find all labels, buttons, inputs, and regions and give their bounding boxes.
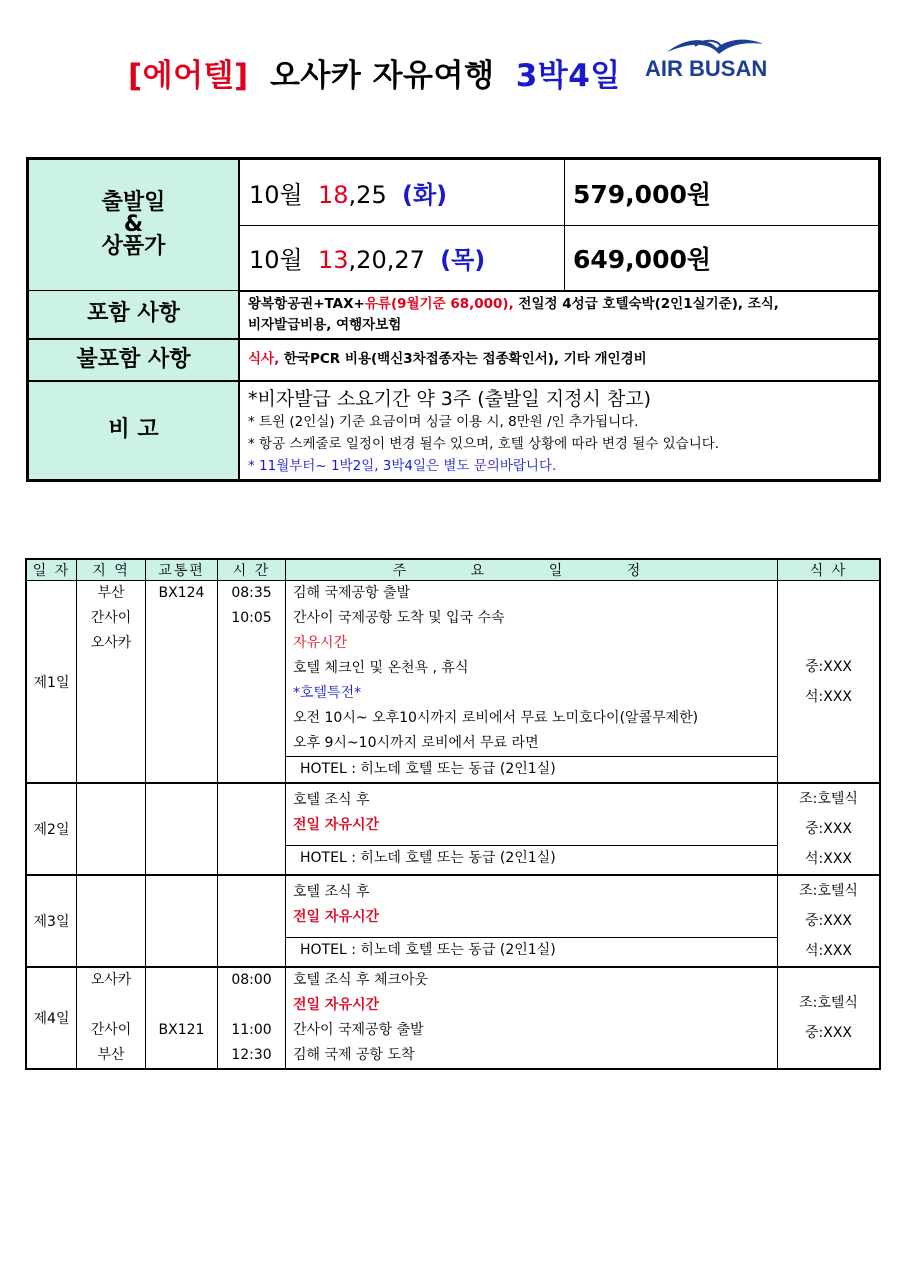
region: [77, 993, 145, 1018]
title-main: 오사카 자유여행: [269, 58, 495, 94]
time: 08:00: [231, 972, 272, 988]
table-row: [26, 581, 880, 784]
time-cell: [218, 783, 286, 875]
meal: 중:XXX: [804, 1025, 852, 1041]
hotel-info: HOTEL : 히노데 호텔 또는 동급 (2인1실): [286, 845, 777, 871]
transport-cell: [146, 581, 218, 784]
month: 10월: [249, 181, 303, 209]
day-label: 제1일: [26, 581, 77, 784]
region: 간사이: [90, 1022, 132, 1038]
title-prefix: [에어텔]: [128, 58, 249, 94]
day-label: 제2일: [26, 783, 77, 875]
region: 부산: [97, 1047, 125, 1063]
departure-price-head: [28, 159, 240, 291]
remarks-main: *비자발급 소요기간 약 3주 (출발일 지정시 참고): [248, 387, 652, 410]
schedule-item: 호텔 조식 후: [293, 884, 370, 900]
schedule-item: 호텔 체크인 및 온천욕 , 휴식: [293, 660, 469, 676]
schedule-item: 김해 국제공항 출발: [293, 585, 411, 601]
remarks-line-blue: * 11월부터~ 1박2일, 3박4일은 별도 문의바랍니다.: [248, 457, 557, 474]
included-fuel: 유류(9월기준 68,000),: [364, 295, 514, 312]
day-label: 제3일: [26, 875, 77, 967]
days-rest: ,20,27: [348, 246, 425, 275]
schedule-item: 전일 자유시간: [293, 817, 380, 833]
head-line: &: [123, 212, 144, 237]
region: 간사이: [90, 610, 132, 626]
included-part: 왕복항공권+TAX+: [248, 295, 365, 312]
time-cell: [218, 967, 286, 1069]
schedule-item: 자유시간: [293, 635, 348, 651]
day-label: 제4일: [26, 967, 77, 1069]
time-cell: [218, 581, 286, 784]
col-time: 시 간: [218, 559, 286, 581]
title-duration: 3박4일: [515, 58, 621, 94]
product-info-table: [26, 157, 881, 482]
schedule-item: 전일 자유시간: [293, 997, 380, 1013]
region-cell: [77, 875, 146, 967]
remarks-content: [239, 381, 880, 481]
meal: 조:호텔식: [799, 995, 858, 1011]
transport-cell: [146, 783, 218, 875]
col-date: 일 자: [26, 559, 77, 581]
itinerary-table: [25, 558, 881, 1070]
meal: 석:XXX: [804, 688, 852, 705]
month: 10월: [249, 246, 303, 275]
hotel-info: HOTEL : 히노데 호텔 또는 동급 (2인1실): [286, 937, 777, 963]
price: 649,000원: [565, 226, 880, 291]
schedule-cell: [286, 875, 778, 967]
excluded-content: [239, 339, 880, 381]
flight-number: BX121: [158, 1022, 205, 1038]
weekday: (화): [401, 181, 448, 209]
transport-cell: [146, 967, 218, 1069]
time: 08:35: [231, 585, 272, 601]
time: [218, 993, 285, 1018]
region: 부산: [97, 585, 125, 601]
included-line: 비자발급비용, 여행자보험: [248, 316, 402, 333]
schedule-cell: [286, 581, 778, 784]
meal: 중:XXX: [804, 658, 852, 675]
meal-cell: [778, 581, 881, 784]
time: 11:00: [231, 1022, 272, 1038]
logo-text: AIR BUSAN: [645, 56, 768, 81]
schedule-cell: [286, 967, 778, 1069]
departure-dates: [239, 226, 565, 291]
region-cell: [77, 581, 146, 784]
region-cell: [77, 967, 146, 1069]
col-meal: 식 사: [778, 559, 881, 581]
meal: 중:XXX: [804, 913, 852, 929]
table-row: [26, 783, 880, 875]
weekday: (목): [440, 246, 486, 275]
included-head: 포함 사항: [28, 291, 240, 339]
days-highlight: 18: [318, 181, 349, 209]
col-schedule: 주 요 일 정: [286, 559, 778, 581]
meal: 중:XXX: [804, 821, 852, 837]
schedule-item: 호텔 조식 후 체크아웃: [293, 972, 429, 988]
region-cell: [77, 783, 146, 875]
schedule-item: 전일 자유시간: [293, 909, 380, 925]
schedule-item: 오후 9시~10시까지 로비에서 무료 라면: [293, 735, 539, 751]
meal: 석:XXX: [804, 943, 852, 959]
schedule-item: *호텔특전*: [293, 685, 362, 701]
included-part: 전일정 4성급 호텔숙박(2인1실기준), 조식,: [513, 295, 779, 312]
excluded-head: 불포함 사항: [28, 339, 240, 381]
time: 10:05: [231, 610, 272, 626]
col-transport: 교통편: [146, 559, 218, 581]
schedule-item: 간사이 국제공항 도착 및 입국 수속: [293, 610, 505, 626]
remarks-line: * 트윈 (2인실) 기준 요금이며 싱글 이용 시, 8만원 /인 추가됩니다.: [248, 413, 639, 430]
meal: 조:호텔식: [799, 883, 858, 899]
air-busan-wave-icon: [665, 34, 765, 56]
col-region: 지 역: [77, 559, 146, 581]
air-busan-logo: [645, 34, 770, 84]
table-row: [26, 875, 880, 967]
schedule-item: 간사이 국제공항 출발: [293, 1022, 424, 1038]
region: 오사카: [90, 635, 132, 651]
days-highlight: 13: [318, 246, 349, 275]
flight-number: BX124: [158, 585, 205, 601]
days-rest: ,25: [348, 181, 387, 209]
schedule-item: 김해 국제 공항 도착: [293, 1047, 415, 1063]
head-line: 상품가: [101, 234, 166, 259]
meal: 조:호텔식: [799, 791, 858, 807]
hotel-info: HOTEL : 히노데 호텔 또는 동급 (2인1실): [286, 756, 777, 782]
meal-cell: [778, 967, 881, 1069]
time: 12:30: [231, 1047, 272, 1063]
price: 579,000원: [565, 159, 880, 226]
table-row: [26, 967, 880, 1069]
included-content: [239, 291, 880, 339]
remarks-head: 비 고: [28, 381, 240, 481]
transport-cell: [146, 875, 218, 967]
region: 오사카: [90, 972, 132, 988]
schedule-item: 호텔 조식 후: [293, 792, 370, 808]
departure-dates: [239, 159, 565, 226]
remarks-line: * 항공 스케줄로 일정이 변경 될수 있으며, 호텔 상황에 따라 변경 될수 있습니다.: [248, 435, 720, 452]
excluded-meals: 식사,: [248, 351, 280, 367]
excluded-rest: 한국PCR 비용(백신3차접종자는 접종확인서), 기타 개인경비: [279, 351, 647, 367]
schedule-item: 오전 10시~ 오후10시까지 로비에서 무료 노미호다이(알콜무제한): [293, 710, 699, 726]
page-title: [128, 50, 631, 95]
meal-cell: [778, 783, 881, 875]
meal: 석:XXX: [804, 851, 852, 867]
head-line: 출발일: [101, 190, 166, 215]
time-cell: [218, 875, 286, 967]
meal-cell: [778, 875, 881, 967]
schedule-cell: [286, 783, 778, 875]
